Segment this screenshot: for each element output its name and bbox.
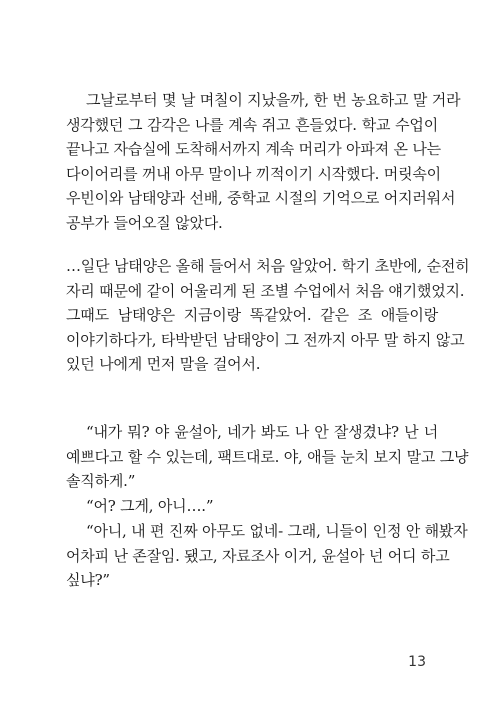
text-line: …일단 남태양은 올해 들어서 처음 알았어. 학기 초반에, 순전히 — [66, 257, 470, 275]
paragraph-5-dialogue — [66, 519, 468, 593]
text-line: 솔직하게.” — [66, 472, 136, 490]
text-line: 그날로부터 몇 날 며칠이 지났을까, 한 번 농요하고 말 거라 — [86, 91, 461, 109]
text-line: 생각했던 그 감각은 나를 계속 쥐고 흔들었다. 학교 수업이 — [66, 115, 438, 134]
text-line: “어? 그게, 아니….” — [86, 497, 214, 515]
text-line: 예쁘다고 할 수 있는데, 팩트대로. 야, 애들 눈치 보지 말고 그냥 — [66, 447, 469, 466]
text-line: 자리 때문에 같이 어울리게 된 조별 수업에서 처음 얘기했었지. — [66, 281, 465, 300]
text-line: “아니, 내 편 진짜 아무도 없네- 그래, 니들이 인정 안 해봤자 — [86, 522, 468, 540]
text-line: 우빈이와 남태양과 선배, 중학교 시절의 기억으로 어지러워서 — [66, 189, 456, 207]
paragraph-1 — [66, 88, 461, 235]
paragraph-4-dialogue — [66, 494, 438, 519]
text-line: “내가 뭐? 야 윤설아, 네가 봐도 나 안 잘생겼냐? 난 너 — [86, 423, 438, 441]
paragraph-2 — [66, 254, 470, 377]
text-line: 있던 나에게 먼저 말을 걸어서. — [66, 355, 261, 373]
text-line: 공부가 들어오질 않았다. — [66, 213, 223, 232]
text-line: 이야기하다가, 타박받던 남태양이 그 전까지 아무 말 하지 않고 — [66, 330, 465, 349]
text-line: 그때도 남태양은 지금이랑 똑같았어. 같은 조 애들이랑 — [66, 306, 438, 324]
text-line: 다이어리를 꺼내 아무 말이나 끼적이기 시작했다. 머릿속이 — [66, 164, 441, 183]
paragraph-3-dialogue — [66, 420, 469, 494]
text-line: 싶냐?” — [66, 571, 110, 589]
text-line: 끝나고 자습실에 도착해서까지 계속 머리가 아파져 온 나는 — [66, 140, 441, 158]
page-number: 13 — [408, 654, 426, 670]
text-line: 어차피 난 존잘임. 됐고, 자료조사 이거, 윤설아 넌 어디 하고 — [66, 546, 450, 565]
